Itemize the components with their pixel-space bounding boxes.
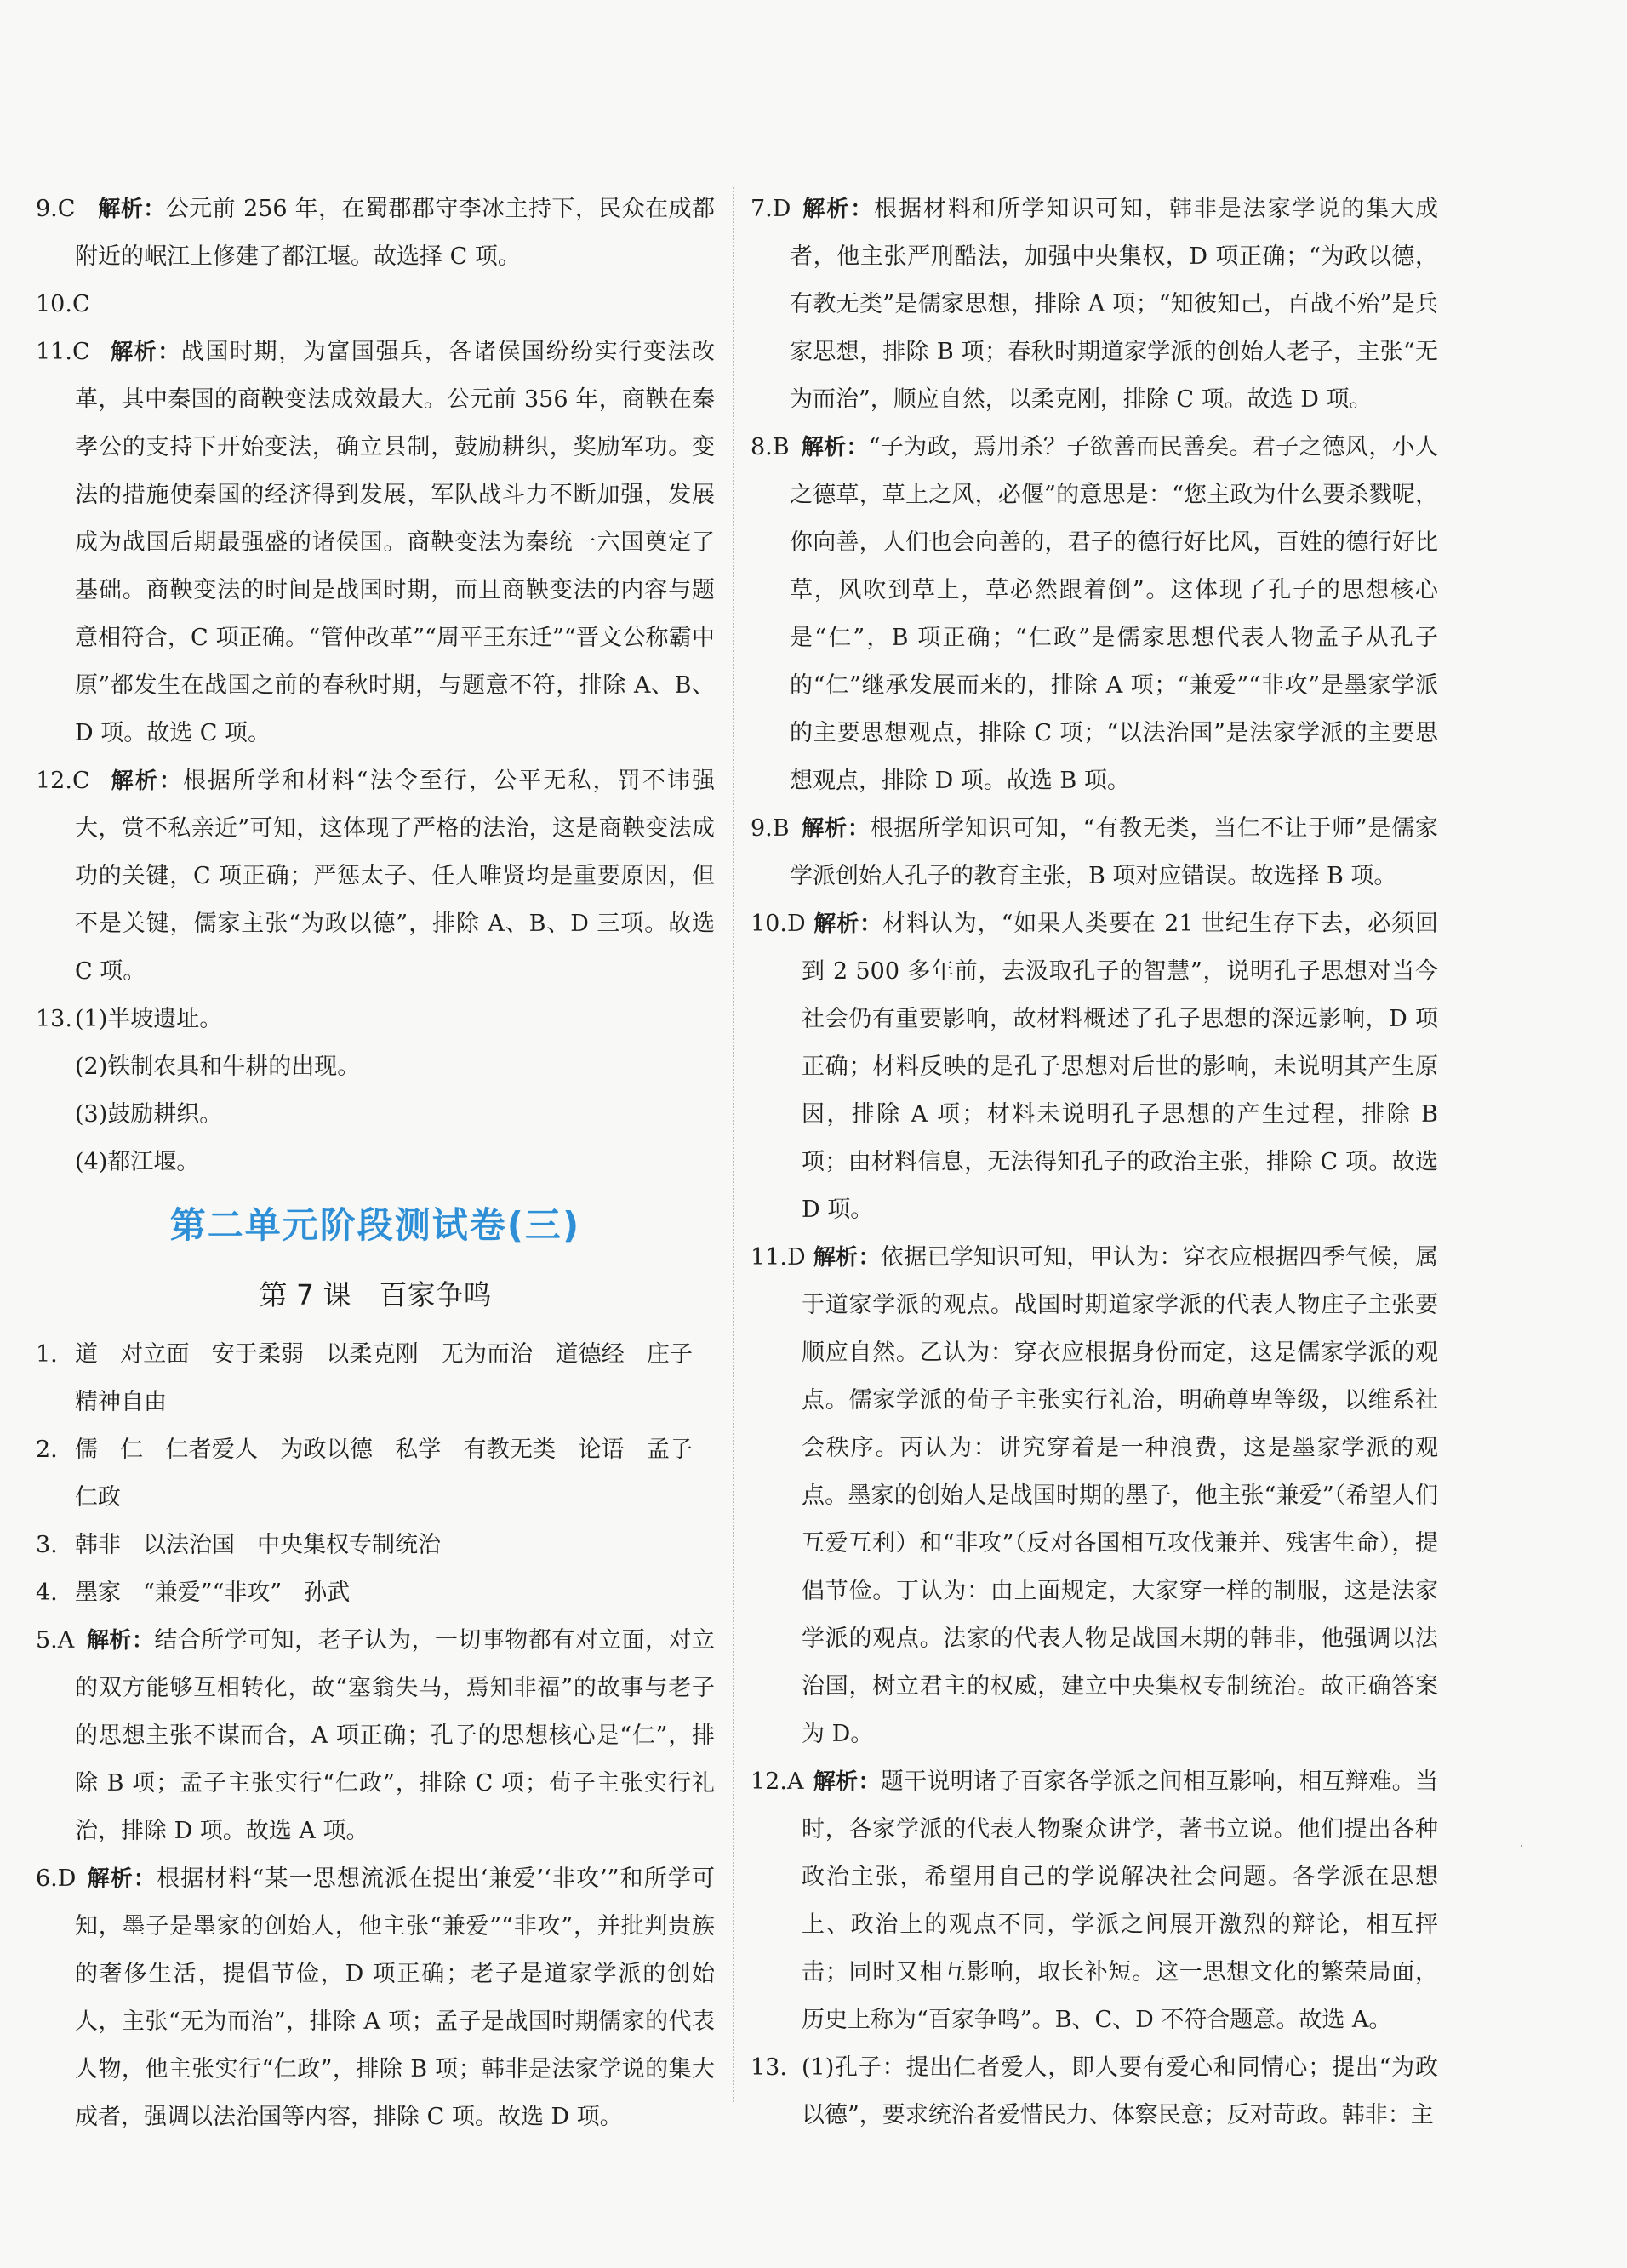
analysis-label: 解析： (801, 435, 869, 460)
fill-word: 仁政 (75, 1484, 121, 1511)
analysis-text: 根据材料和所学知识可知，韩非是法家学说的集大成者，他主张严刑酷法，加强中央集权，D 项正确；“为政以德，有教无类”是儒家思想，排除 A 项；“知彼知己，百战不殆”是兵家思想，排除 B 项；春秋时期道家学派的创始人老子，主张“无为而治”，顺应自然，以柔克刚，排除 C 项。故选 D 项。 (790, 196, 1438, 413)
item-number: 9. (36, 196, 58, 222)
fill-word: 私学 (395, 1437, 442, 1463)
item-number: 11. (751, 1244, 787, 1271)
fill-word: 对立面 (120, 1341, 190, 1368)
answer-item-13 (36, 996, 715, 1043)
fill-word: “兼爱”“非攻” (143, 1580, 283, 1606)
fill-word: 为政以德 (280, 1437, 374, 1463)
analysis-label: 解析： (801, 816, 871, 842)
fill-word: 孟子 (646, 1437, 694, 1463)
item-number: 13. (36, 1006, 72, 1032)
analysis-text: (1)孔子：提出仁者爱人，即人要有爱心和同情心；提出“为政以德”，要求统治者爱惜民力、体察民意；反对苛政。韩非：主 (802, 2054, 1438, 2128)
analysis-label: 解析： (813, 911, 883, 937)
item-number: 3. (36, 1532, 58, 1558)
column-divider (733, 187, 734, 2102)
answer-choice: C (71, 339, 90, 365)
analysis-text: 根据所学和材料“法令至行，公平无私，罚不讳强大，赏不私亲近”可知，这体现了严格的法治，这是商鞅变法成功的关键，C 项正确；严惩太子、任人唯贤均是重要原因，但不是关键，儒家主张“为政以德”，排除 A、B、D 三项。故选 C 项。 (75, 768, 715, 985)
answer-item-12r (751, 1758, 1438, 2044)
analysis-text: 题干说明诸子百家各学派之间相互影响，相互辩难。当时，各家学派的代表人物聚众讲学，著书立说。他们提出各种政治主张，希望用自己的学说解决社会问题。各学派在思想上、政治上的观点不同，学派之间展开激烈的辩论，相互抨击；同时又相互影响，取长补短。这一思想文化的繁荣局面，历史上称为“百家争鸣”。B、C、D 不符合题意。故选 A。 (802, 1768, 1438, 2033)
answer-item-8 (751, 424, 1438, 805)
answer-choice: D (772, 196, 791, 222)
sub-answer: (4)都江堰。 (75, 1149, 200, 1175)
answer-item-11 (36, 328, 715, 757)
scan-dot (1521, 1845, 1522, 1847)
fill-word: 以法治国 (143, 1532, 235, 1558)
item-number: 9. (751, 815, 773, 842)
item-number: 10. (36, 291, 72, 317)
answer-choice: C (57, 196, 76, 222)
fill-word: 仁 (120, 1437, 144, 1463)
analysis-label: 解析： (813, 1245, 881, 1271)
analysis-label: 解析： (813, 1769, 881, 1795)
fill-word: 安于柔弱 (211, 1341, 305, 1368)
fill-word: 精神自由 (75, 1389, 167, 1415)
item-number: 4. (36, 1580, 58, 1606)
analysis-text: 依据已学知识可知，甲认为：穿衣应根据四季气候，属于道家学派的观点。战国时期道家学派的代表人物庄子主张要顺应自然。乙认为：穿衣应根据身份而定，这是儒家学派的观点。儒家学派的荀子主张实行礼治，明确尊卑等级，以维系社会秩序。丙认为：讲究穿着是一种浪费，这是墨家学派的观点。墨家的创始人是战国时期的墨子，他主张“兼爱”（希望人们互爱互利）和“非攻”（反对各国相互攻伐兼并、残害生命），提倡节俭。丁认为：由上面规定，大家穿一样的制服，这是法家学派的观点。法家的代表人物是战国末期的韩非，他强调以法治国，树立君主的权威，建立中央集权专制统治。故正确答案为 D。 (802, 1244, 1438, 1747)
analysis-text: 材料认为，“如果人类要在 21 世纪生存下去，必须回到 2 500 多年前，去汲取孔子的智慧”，说明孔子思想对当今社会仍有重要影响，故材料概述了孔子思想的深远影响，D 项正确；材料反映的是孔子思想对后世的影响，未说明其产生原因，排除 A 项；材料未说明孔子思想的产生过程，排除 B 项；由材料信息，无法得知孔子的政治主张，排除 C 项。故选 D 项。 (802, 911, 1438, 1223)
sub-answer: (2)铁制农具和牛耕的出现。 (75, 1054, 361, 1080)
item-number: 2. (36, 1437, 58, 1463)
answer-choice: A (57, 1627, 75, 1654)
fill-word: 无为而治 (440, 1341, 534, 1368)
answer-item-13r (751, 2044, 1438, 2139)
item-number: 5. (36, 1627, 58, 1654)
fill-word: 仁者爱人 (165, 1437, 259, 1463)
item-number: 7. (751, 196, 773, 222)
fill-word: 道德经 (555, 1341, 625, 1368)
answer-item-9 (36, 186, 715, 281)
analysis-text: “子为政，焉用杀？子欲善而民善矣。君子之德风，小人之德草，草上之风，必偃”的意思是：“您主政为什么要杀戮呢，你向善，人们也会向善的，君子的德行好比风，百姓的德行好比草，风吹到草上，草必然跟着倒”。这体现了孔子的思想核心是“仁”，B 项正确；“仁政”是儒家思想代表人物孟子从孔子的“仁”继承发展而来的，排除 A 项；“兼爱”“非攻”是墨家学派的主要思想观点，排除 C 项；“以法治国”是法家学派的主要思想观点，排除 D 项。故选 B 项。 (790, 434, 1438, 794)
answer-choice: B (772, 815, 790, 842)
right-column (751, 186, 1438, 2139)
lesson-title: 第 7 课 百家争鸣 (259, 1278, 492, 1311)
answer-choice: D (57, 1865, 77, 1892)
fill-word: 墨家 (75, 1580, 121, 1606)
answer-item-11r (751, 1234, 1438, 1758)
analysis-text: 公元前 256 年，在蜀郡郡守李冰主持下，民众在成都附近的岷江上修建了都江堰。故选择 C 项。 (75, 196, 715, 270)
item-number: 12. (36, 768, 72, 794)
left-column (36, 186, 715, 2141)
answer-item-12 (36, 757, 715, 996)
answer-item-6 (36, 1855, 715, 2141)
answer-choice: D (786, 1244, 806, 1271)
item-number: 13. (751, 2054, 787, 2081)
analysis-text: 战国时期，为富国强兵，各诸侯国纷纷实行变法改革，其中秦国的商鞅变法成效最大。公元前 356 年，商鞅在秦孝公的支持下开始变法，确立县制，鼓励耕织，奖励军功。变法的措施使秦国的经济得到发展，军队战斗力不断加强，发展成为战国后期最强盛的诸侯国。商鞅变法为秦统一六国奠定了基础。商鞅变法的时间是战国时期，而且商鞅变法的内容与题意相符合，C 项正确。“管仲改革”“周平王东迁”“晋文公称霸中原”都发生在战国之前的春秋时期，与题意不符，排除 A、B、D 项。故选 C 项。 (75, 339, 715, 746)
fill-word: 儒 (75, 1437, 99, 1463)
analysis-text: 结合所学可知，老子认为，一切事物都有对立面，对立的双方能够互相转化，故“塞翁失马，焉知非福”的故事与老子的思想主张不谋而合，A 项正确；孔子的思想核心是“仁”，排除 B 项；孟子主张实行“仁政”，排除 C 项；荀子主张实行礼治，排除 D 项。故选 A 项。 (75, 1627, 715, 1844)
unit-title: 第二单元阶段测试卷(三) (169, 1204, 581, 1246)
analysis-label: 解析： (86, 1628, 155, 1654)
fill-word: 中央集权专制统治 (257, 1532, 441, 1558)
answer-choice: A (786, 1768, 804, 1795)
answer-choice: C (71, 291, 90, 317)
fill-word: 庄子 (646, 1341, 694, 1368)
analysis-label: 解析： (109, 340, 181, 365)
item-number: 11. (36, 339, 72, 365)
answer-choice: B (772, 434, 790, 460)
fill-word: 道 (75, 1341, 99, 1368)
item-number: 8. (751, 434, 773, 460)
answer-item-10 (36, 281, 715, 328)
fill-word: 孙武 (304, 1580, 351, 1606)
fill-word: 论语 (578, 1437, 625, 1463)
fill-word: 以柔克刚 (326, 1341, 419, 1368)
analysis-text: 根据所学知识可知，“有教无类，当仁不让于师”是儒家学派创始人孔子的教育主张，B 项对应错误。故选择 B 项。 (790, 815, 1438, 889)
analysis-label: 解析： (109, 768, 183, 794)
answer-choice: C (71, 768, 90, 794)
analysis-text: 根据材料“某一思想流派在提出‘兼爱’‘非攻’”和所学可知，墨子是墨家的创始人，他主张“兼爱”“非攻”，并批判贵族的奢侈生活，提倡节俭，D 项正确；老子是道家学派的创始人，主张“无为而治”，排除 A 项；孟子是战国时期儒家的代表人物，他主张实行“仁政”，排除 B 项；韩非是法家学说的集大成者，强调以法治国等内容，排除 C 项。故选 D 项。 (75, 1865, 715, 2130)
analysis-label: 解析： (801, 197, 875, 222)
item-number: 1. (36, 1341, 58, 1368)
answer-choice: D (786, 911, 806, 937)
answer-item-7 (751, 186, 1438, 424)
fill-word: 有教无类 (463, 1437, 557, 1463)
fill-item-1 (36, 1331, 715, 1426)
answer-item-5 (36, 1617, 715, 1855)
fill-word: 韩非 (75, 1532, 121, 1558)
fill-item-3 (36, 1522, 715, 1569)
answer-item-9r (751, 805, 1438, 900)
analysis-label: 解析： (86, 1866, 157, 1892)
fill-item-2 (36, 1426, 715, 1522)
analysis-label: 解析： (98, 197, 166, 222)
sub-answer: (1)半坡遗址。 (75, 1006, 223, 1032)
sub-answer: (3)鼓励耕织。 (75, 1101, 223, 1128)
item-number: 6. (36, 1865, 58, 1892)
fill-item-4 (36, 1569, 715, 1617)
answer-item-10r (751, 900, 1438, 1234)
item-number: 10. (751, 911, 787, 937)
item-number: 12. (751, 1768, 787, 1795)
